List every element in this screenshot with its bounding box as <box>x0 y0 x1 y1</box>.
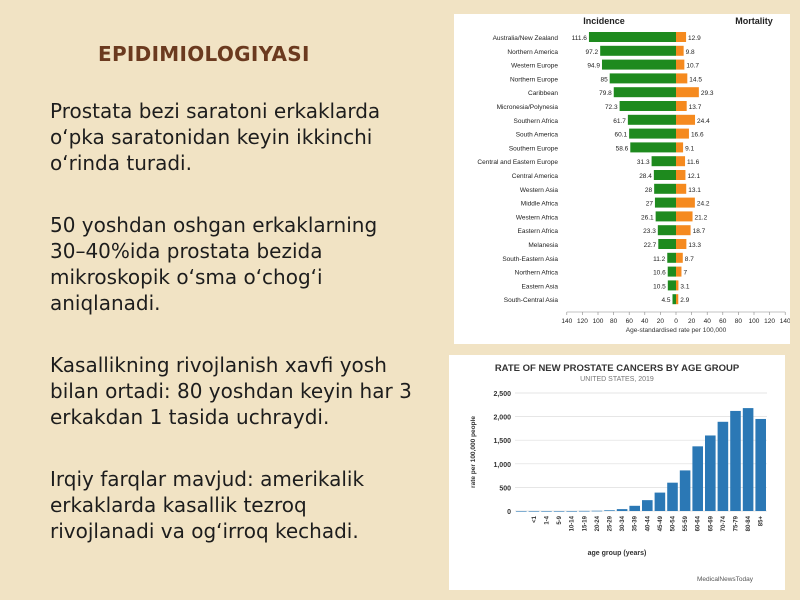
incidence-value: 10.6 <box>653 269 666 277</box>
incidence-bar <box>600 46 676 56</box>
age-bar <box>743 408 754 511</box>
age-group-chart <box>449 355 785 590</box>
incidence-bar <box>658 225 676 235</box>
mortality-value: 18.7 <box>692 228 706 236</box>
x-tick-label: 45-49 <box>657 516 664 532</box>
incidence-bar <box>656 211 676 221</box>
category-label: Central America <box>511 173 558 180</box>
category-label: Northern Africa <box>514 269 558 277</box>
mortality-value: 10.7 <box>686 62 700 70</box>
x-axis-label: Age-standardised rate per 100,000 <box>625 327 727 334</box>
incidence-bar <box>629 129 676 139</box>
age-group-chart-panel <box>449 355 785 590</box>
age-bar <box>529 511 540 512</box>
incidence-bar <box>668 267 676 277</box>
mortality-bar <box>676 267 681 277</box>
incidence-value: 31.3 <box>636 159 650 167</box>
mortality-value: 12.9 <box>688 35 701 42</box>
category-label: Western Europe <box>511 62 558 70</box>
incidence-bar <box>628 115 676 125</box>
bullet-item: Prostata bezi saratoni erkaklarda o‘pka saratonidan keyin ikkinchi o‘rinda turadi. <box>50 99 381 175</box>
category-label: Northern Europe <box>509 76 558 84</box>
incidence-bar <box>672 294 676 304</box>
category-label: Australia/New Zealand <box>492 35 558 42</box>
incidence-value: 28.4 <box>639 173 652 180</box>
incidence-value: 60.1 <box>614 131 628 139</box>
mortality-bar <box>676 32 686 42</box>
x-tick-label: 65-69 <box>708 516 715 532</box>
category-label: Southern Africa <box>513 117 558 125</box>
category-label: Melanesia <box>528 242 558 249</box>
incidence-mortality-chart <box>454 14 790 344</box>
age-bar <box>718 422 729 511</box>
incidence-value: 23.3 <box>643 228 656 236</box>
age-bar <box>655 493 666 511</box>
x-tick-label: 55-59 <box>683 516 690 532</box>
mortality-value: 13.7 <box>688 104 702 111</box>
mortality-bar <box>676 156 685 166</box>
category-label: Eastern Africa <box>517 228 558 236</box>
bullet-item: 50 yoshdan oshgan erkaklarning 30–40%ida prostata bezida mikroskopik o‘sma o‘chog‘i aniqlanadi. <box>50 213 378 315</box>
category-label: Caribbean <box>528 90 558 98</box>
age-bar <box>642 500 653 511</box>
mortality-value: 3.1 <box>680 283 690 291</box>
age-bar <box>617 509 628 511</box>
age-bar <box>541 511 552 512</box>
mortality-value: 2.9 <box>680 297 690 305</box>
incidence-value: 27 <box>645 200 653 208</box>
chart-subtitle: UNITED STATES, 2019 <box>580 376 654 383</box>
incidence-value: 4.5 <box>661 297 671 305</box>
age-bar <box>554 511 565 512</box>
category-label: Central and Eastern Europe <box>477 159 558 167</box>
incidence-bar <box>654 184 676 194</box>
category-label: South-Eastern Asia <box>502 255 558 263</box>
x-tick-label: 80 <box>609 318 618 325</box>
mortality-bar <box>676 115 695 125</box>
mortality-bar <box>676 142 683 152</box>
mortality-bar <box>676 294 678 304</box>
mortality-value: 9.8 <box>685 48 695 56</box>
mortality-value: 13.1 <box>688 186 701 194</box>
x-tick-label: 40 <box>703 318 711 325</box>
x-tick-label: 140 <box>779 318 790 325</box>
x-tick-label: 80-84 <box>746 516 753 532</box>
x-tick-label: 60 <box>625 318 633 325</box>
incidence-bar <box>667 253 676 263</box>
bullet-item: Irqiy farqlar mavjud: amerikalik erkaklarda kasallik tezroq rivojlanadi va og‘irroq kechadi. <box>50 467 365 543</box>
y-tick-label: 2,000 <box>493 414 511 422</box>
mortality-bar <box>676 280 678 290</box>
incidence-bar <box>668 280 676 290</box>
incidence-bar <box>658 239 676 249</box>
incidence-value: 61.7 <box>613 117 626 125</box>
category-label: Middle Africa <box>520 200 558 208</box>
y-tick-label: 2,500 <box>493 391 511 398</box>
mortality-bar <box>676 87 699 97</box>
incidence-bar <box>655 198 676 208</box>
mortality-value: 16.6 <box>690 131 704 139</box>
incidence-value: 22.7 <box>643 242 657 249</box>
mortality-bar <box>676 239 686 249</box>
incidence-bar <box>652 156 676 166</box>
mortality-bar <box>676 73 687 83</box>
age-bar <box>566 511 577 512</box>
y-tick-label: 500 <box>499 485 511 493</box>
category-label: Eastern Asia <box>521 283 558 291</box>
mortality-bar <box>676 211 693 221</box>
x-tick-label: 40 <box>641 318 649 325</box>
x-tick-label: 120 <box>576 318 588 325</box>
mortality-bar <box>676 60 684 70</box>
x-tick-label: 85+ <box>758 516 765 527</box>
incidence-value: 58.6 <box>615 145 629 153</box>
mortality-bar <box>676 101 687 111</box>
category-label: South-Central Asia <box>503 297 558 305</box>
age-bar <box>730 411 741 511</box>
incidence-header: Incidence <box>583 16 625 26</box>
incidence-value: 94.9 <box>587 62 600 70</box>
mortality-value: 8.7 <box>684 255 694 263</box>
x-axis-label: age group (years) <box>587 550 647 557</box>
incidence-value: 10.5 <box>653 283 666 291</box>
mortality-bar <box>676 253 683 263</box>
mortality-value: 29.3 <box>700 90 714 98</box>
x-tick-label: 30-34 <box>620 516 627 532</box>
x-tick-label: 1-4 <box>544 516 551 525</box>
x-tick-label: 20-24 <box>594 516 601 532</box>
incidence-value: 11.2 <box>653 255 666 263</box>
x-tick-label: 25-29 <box>607 516 614 532</box>
slide-title: EPIDIMIOLOGIYASI <box>98 42 310 66</box>
age-bar <box>755 419 766 511</box>
mortality-bar <box>676 184 686 194</box>
y-axis-label: rate per 100,000 people <box>470 416 477 488</box>
source-logo: MedicalNewsToday <box>697 576 753 583</box>
age-bar <box>680 470 691 511</box>
x-tick-label: 75-79 <box>733 516 740 532</box>
x-tick-label: 15-19 <box>582 516 589 532</box>
bullet-list <box>50 98 450 580</box>
mortality-bar <box>676 170 685 180</box>
incidence-bar <box>630 142 676 152</box>
x-tick-label: 20 <box>687 318 696 325</box>
incidence-value: 97.2 <box>585 48 599 56</box>
mortality-value: 21.2 <box>694 214 708 222</box>
x-tick-label: 140 <box>561 318 573 325</box>
incidence-value: 111.6 <box>571 35 587 42</box>
x-tick-label: 120 <box>764 318 776 325</box>
category-label: Northern America <box>507 48 558 56</box>
x-tick-label: 0 <box>674 318 678 325</box>
incidence-bar <box>589 32 676 42</box>
mortality-value: 24.4 <box>697 117 710 125</box>
x-tick-label: 70-74 <box>720 516 727 532</box>
category-label: Micronesia/Polynesia <box>496 104 558 111</box>
x-tick-label: <1 <box>531 516 538 523</box>
age-bar <box>667 483 678 511</box>
incidence-bar <box>620 101 676 111</box>
category-label: Western Africa <box>515 214 558 222</box>
incidence-bar <box>610 73 676 83</box>
incidence-bar <box>654 170 676 180</box>
y-tick-label: 1,000 <box>493 461 511 469</box>
mortality-bar <box>676 129 689 139</box>
incidence-mortality-chart-panel <box>454 14 790 344</box>
x-tick-label: 60 <box>719 318 727 325</box>
category-label: Southern Europe <box>508 145 558 153</box>
incidence-bar <box>602 60 676 70</box>
category-label: Western Asia <box>519 186 558 194</box>
mortality-value: 7 <box>683 269 688 277</box>
mortality-bar <box>676 198 695 208</box>
incidence-value: 28 <box>644 186 653 194</box>
mortality-header: Mortality <box>735 16 773 26</box>
chart-title: RATE OF NEW PROSTATE CANCERS BY AGE GROUP <box>494 363 740 374</box>
mortality-value: 24.2 <box>696 200 710 208</box>
age-bar <box>516 511 527 512</box>
x-tick-label: 100 <box>748 318 760 325</box>
x-tick-label: 20 <box>656 318 665 325</box>
category-label: South America <box>515 131 558 139</box>
mortality-value: 13.3 <box>688 242 702 249</box>
x-tick-label: 100 <box>592 318 604 325</box>
incidence-value: 79.8 <box>599 90 612 98</box>
mortality-value: 14.5 <box>689 76 702 84</box>
mortality-value: 9.1 <box>685 145 695 153</box>
age-bar <box>629 506 640 511</box>
incidence-value: 85 <box>600 76 608 84</box>
x-tick-label: 60-64 <box>695 516 702 532</box>
x-tick-label: 40-44 <box>645 516 652 532</box>
age-bar <box>604 510 615 511</box>
x-tick-label: 35-39 <box>632 516 639 532</box>
age-bar <box>692 446 703 511</box>
x-tick-label: 5-9 <box>557 516 564 525</box>
y-tick-label: 1,500 <box>493 438 511 446</box>
age-bar <box>592 511 603 512</box>
incidence-bar <box>614 87 676 97</box>
y-tick-label: 0 <box>507 509 511 516</box>
x-tick-label: 10-14 <box>569 516 576 532</box>
incidence-value: 72.3 <box>604 104 618 111</box>
x-tick-label: 80 <box>734 318 743 325</box>
x-tick-label: 50-54 <box>670 516 677 532</box>
bullet-item: Kasallikning rivojlanish xavfi yosh bilan ortadi: 80 yoshdan keyin har 3 erkakdan 1 tasida uchraydi. <box>50 353 412 429</box>
incidence-value: 26.1 <box>640 214 654 222</box>
mortality-value: 12.1 <box>687 173 701 180</box>
mortality-bar <box>676 225 691 235</box>
mortality-value: 11.6 <box>687 159 700 167</box>
mortality-bar <box>676 46 684 56</box>
age-bar <box>579 511 590 512</box>
age-bar <box>705 435 716 511</box>
